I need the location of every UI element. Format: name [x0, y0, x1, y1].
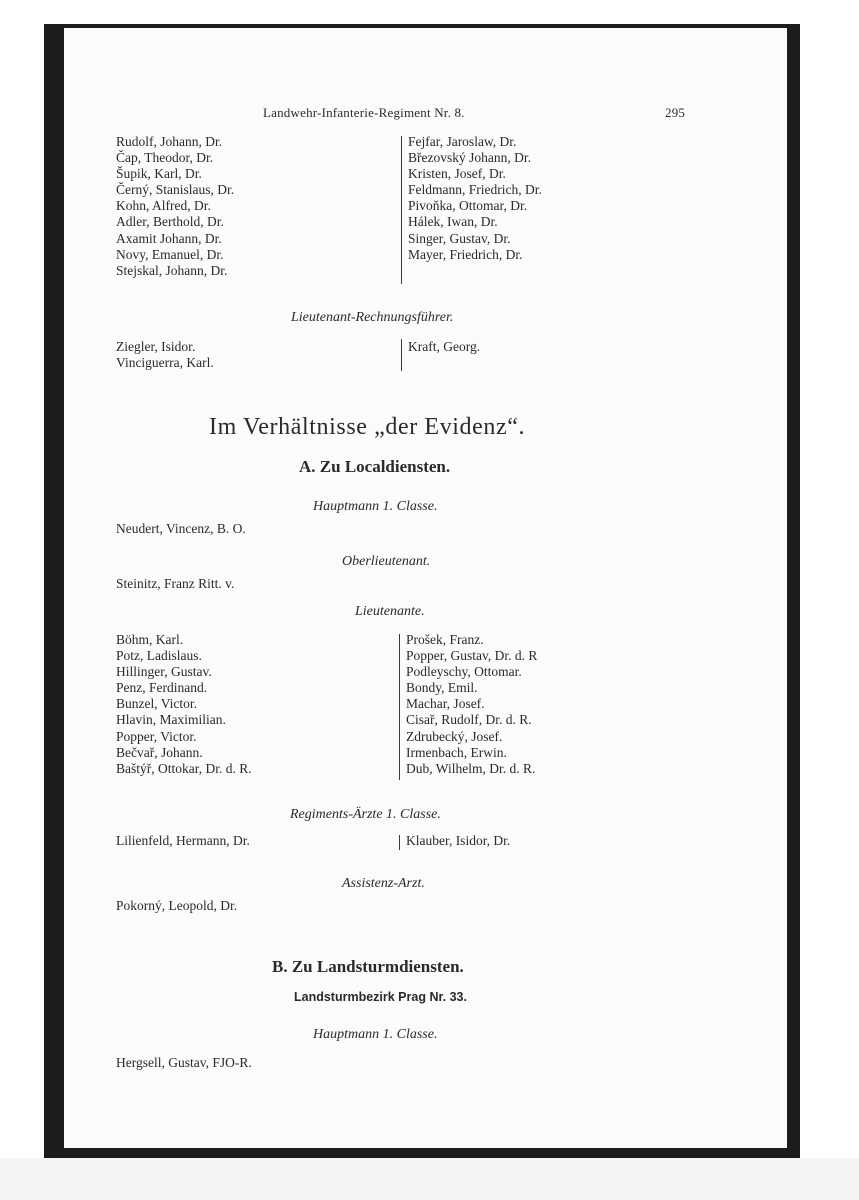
section-heading-landsturmdienste: B. Zu Landsturmdiensten.	[272, 957, 464, 976]
name-entry: Neudert, Vincenz, B. O.	[116, 521, 246, 536]
lieutenante-left-column	[116, 632, 252, 777]
name-entry: Novy, Emanuel, Dr.	[116, 246, 224, 262]
rechnungsfuehrer-right-column	[408, 339, 480, 355]
column-divider	[401, 339, 402, 371]
name-entry: Březovský Johann, Dr.	[408, 150, 531, 166]
name-entry: Penz, Ferdinand.	[116, 680, 208, 696]
running-header-title: Landwehr-Infanterie-Regiment Nr. 8.	[263, 105, 465, 120]
rank-heading-rechnungsfuehrer: Lieutenant-Rechnungsführer.	[291, 310, 454, 325]
name-entry: Stejskal, Johann, Dr.	[116, 262, 228, 278]
name-entry: Kristen, Josef, Dr.	[408, 166, 506, 182]
name-entry: Klauber, Isidor, Dr.	[406, 833, 511, 848]
name-entry: Ziegler, Isidor.	[116, 339, 196, 354]
name-entry: Kohn, Alfred, Dr.	[116, 198, 211, 214]
name-entry: Machar, Josef.	[406, 696, 485, 712]
name-entry: Kraft, Georg.	[408, 339, 481, 354]
rank-heading-lieutenante: Lieutenante.	[355, 604, 425, 619]
name-entry: Lilienfeld, Hermann, Dr.	[116, 833, 250, 848]
name-entry: Zdrubecký, Josef.	[406, 728, 503, 744]
name-entry: Bondy, Emil.	[406, 680, 478, 696]
name-entry: Irmenbach, Erwin.	[406, 744, 507, 760]
name-entry: Popper, Gustav, Dr. d. R	[406, 648, 538, 664]
name-entry: Prošek, Franz.	[406, 632, 484, 647]
scanner-bed	[0, 1158, 859, 1200]
rank-heading-assistenzarzt: Assistenz-Arzt.	[342, 876, 425, 891]
name-entry: Pivoňka, Ottomar, Dr.	[408, 198, 528, 214]
name-entry: Černý, Stanislaus, Dr.	[116, 182, 235, 198]
name-entry: Hálek, Iwan, Dr.	[408, 214, 498, 230]
name-entry: Fejfar, Jaroslaw, Dr.	[408, 134, 517, 149]
names-left-column	[116, 134, 234, 279]
column-divider	[399, 634, 400, 780]
rank-heading-oberlieutenant: Oberlieutenant.	[342, 554, 431, 569]
names-right-column	[408, 134, 542, 263]
column-divider	[401, 136, 402, 284]
name-entry: Adler, Berthold, Dr.	[116, 214, 224, 230]
name-entry: Axamit Johann, Dr.	[116, 230, 222, 246]
name-entry: Rudolf, Johann, Dr.	[116, 134, 223, 149]
name-entry: Pokorný, Leopold, Dr.	[116, 898, 238, 913]
name-entry: Vinciguerra, Karl.	[116, 355, 214, 371]
name-entry: Hillinger, Gustav.	[116, 664, 212, 680]
lieutenante-right-column	[406, 632, 537, 777]
rank-heading-regimentsaerzte: Regiments-Ärzte 1. Classe.	[290, 807, 441, 822]
page-number: 295	[665, 105, 686, 120]
name-entry: Bečvař, Johann.	[116, 744, 203, 760]
name-entry: Böhm, Karl.	[116, 632, 184, 647]
name-entry: Popper, Victor.	[116, 728, 197, 744]
name-entry: Hlavin, Maximilian.	[116, 712, 226, 728]
column-divider	[399, 835, 400, 850]
name-entry: Cisař, Rudolf, Dr. d. R.	[406, 712, 532, 728]
name-entry: Šupik, Karl, Dr.	[116, 166, 202, 182]
name-entry: Feldmann, Friedrich, Dr.	[408, 182, 542, 198]
rank-heading-hauptmann: Hauptmann 1. Classe.	[313, 499, 438, 514]
name-entry: Potz, Ladislaus.	[116, 648, 202, 664]
name-entry: Bunzel, Victor.	[116, 696, 198, 712]
name-entry: Singer, Gustav, Dr.	[408, 230, 511, 246]
rank-heading-hauptmann: Hauptmann 1. Classe.	[313, 1027, 438, 1042]
name-entry: Dub, Wilhelm, Dr. d. R.	[406, 760, 536, 776]
name-entry: Steinitz, Franz Ritt. v.	[116, 576, 235, 591]
name-entry: Podleyschy, Ottomar.	[406, 664, 522, 680]
name-entry: Baštýř, Ottokar, Dr. d. R.	[116, 760, 252, 776]
section-heading-localdienste: A. Zu Localdiensten.	[299, 457, 451, 476]
landsturm-bezirk-label: Landsturmbezirk Prag Nr. 33.	[294, 990, 467, 1004]
evidenz-heading: Im Verhältnisse „der Evidenz“.	[209, 414, 526, 440]
name-entry: Čap, Theodor, Dr.	[116, 150, 214, 166]
rechnungsfuehrer-left-column	[116, 339, 214, 371]
name-entry: Mayer, Friedrich, Dr.	[408, 246, 523, 262]
name-entry: Hergsell, Gustav, FJO-R.	[116, 1055, 252, 1070]
